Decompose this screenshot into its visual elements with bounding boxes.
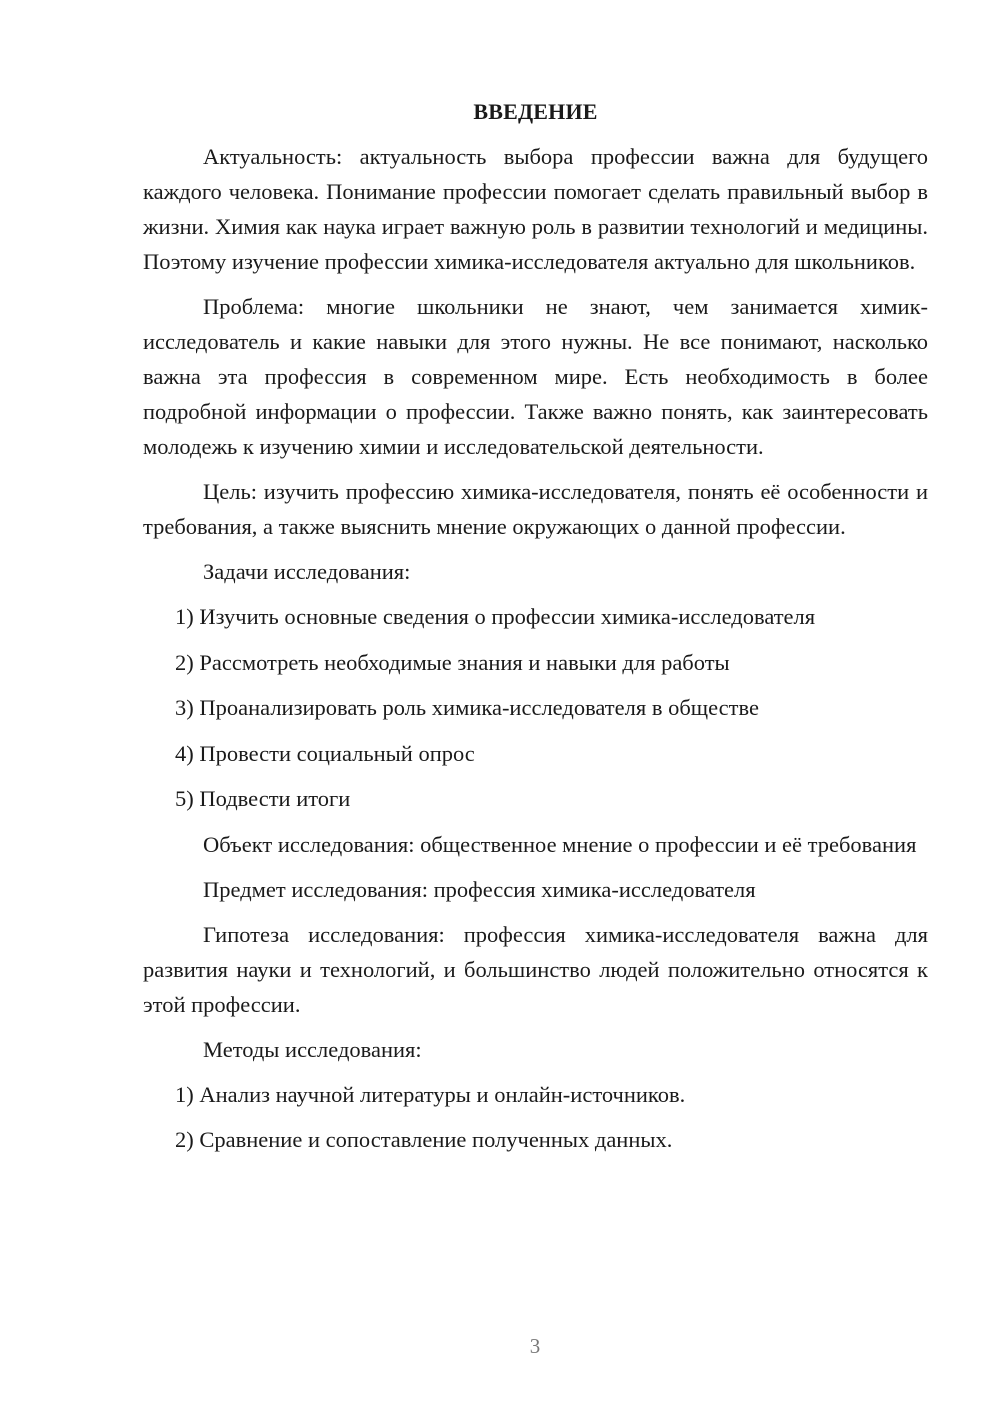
goal-paragraph: Цель: изучить профессию химика-исследователя, понять её особенности и требования, а также выяснить мнение окружающих о данной профессии. <box>143 479 928 539</box>
tasks-list <box>143 599 928 816</box>
list-item: 4) Провести социальный опрос <box>175 740 475 766</box>
methods-heading: Методы исследования: <box>203 1036 422 1062</box>
list-item: 1) Изучить основные сведения о профессии химика-исследователя <box>175 604 816 629</box>
page-number: 3 <box>529 1334 541 1358</box>
tasks-heading: Задачи исследования: <box>203 559 411 584</box>
list-item: 1) Анализ научной литературы и онлайн-источников. <box>175 1081 686 1107</box>
methods-list <box>143 1077 928 1158</box>
list-item: 2) Сравнение и сопоставление полученных данных. <box>175 1127 673 1152</box>
list-item: 5) Подвести итоги <box>175 786 351 811</box>
document-page <box>143 94 928 1168</box>
section-title: ВВЕДЕНИЕ <box>473 99 598 124</box>
object-paragraph: Объект исследования: общественное мнение о профессии и её требования <box>203 831 917 857</box>
subject-paragraph: Предмет исследования: профессия химика-исследователя <box>203 876 756 902</box>
relevance-paragraph: Актуальность: актуальность выбора профессии важна для будущего каждого человека. Понимание профессии помогает сделать правильный выбор в жизни. Химия как наука играет важную роль в развитии технологий и медицины. Поэтому изучение профессии химика-исследователя актуально для школьников. <box>143 144 928 274</box>
problem-paragraph: Проблема: многие школьники не знают, чем занимается химик-исследователь и какие навыки для этого нужны. Не все понимают, насколько важна эта профессия в современном мире. Есть необходимость в более подробной информации о профессии. Также важно понять, как заинтересовать молодежь к изучению химии и исследовательской деятельности. <box>143 294 928 459</box>
list-item: 2) Рассмотреть необходимые знания и навыки для работы <box>175 649 730 675</box>
hypothesis-paragraph: Гипотеза исследования: профессия химика-исследователя важна для развития науки и технологий, и большинство людей положительно относятся к этой профессии. <box>143 921 928 1017</box>
list-item: 3) Проанализировать роль химика-исследователя в обществе <box>175 695 759 720</box>
